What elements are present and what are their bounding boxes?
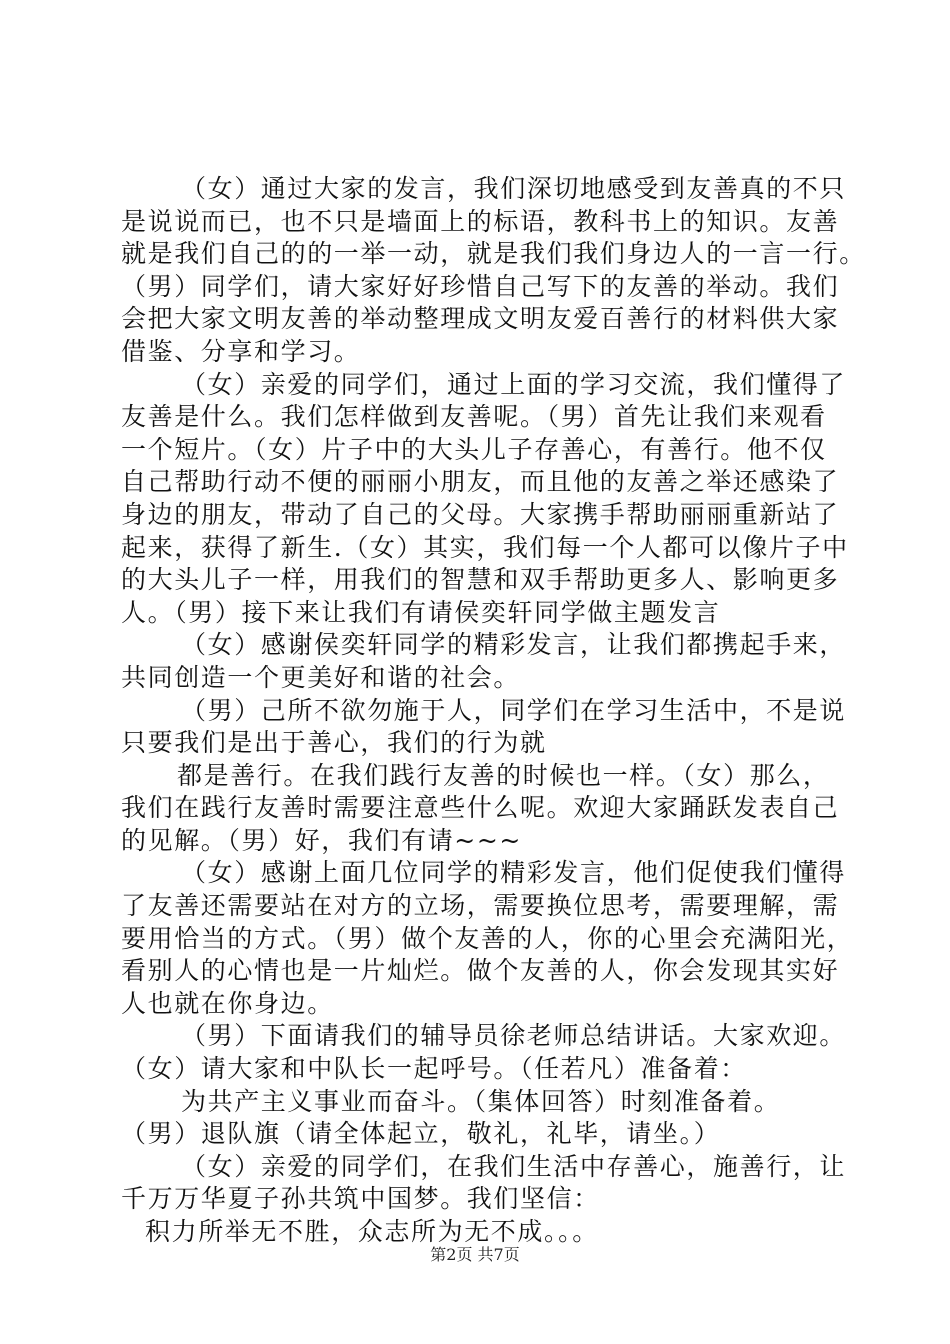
paragraph-line: 友善是什么。我们怎样做到友善呢。（男）首先让我们来观看 xyxy=(121,402,827,432)
paragraph-line: 看别人的心情也是一片灿烂。做个友善的人，你会发现其实好 xyxy=(121,956,840,986)
paragraph-line: 借鉴、分享和学习。 xyxy=(121,336,361,366)
paragraph-line: 的见解。（男）好，我们有请~~~ xyxy=(121,825,522,855)
paragraph-line: 起来，获得了新生.（女）其实，我们每一个人都可以像片子中 xyxy=(121,532,849,562)
paragraph-line: 一个短片。（女）片子中的大头儿子存善心，有善行。他不仅 xyxy=(121,434,827,464)
paragraph-line: （女）感谢侯奕轩同学的精彩发言，让我们都携起手来， xyxy=(181,630,847,660)
paragraph-line: （女）请大家和中队长一起呼号。（任若凡）准备着： xyxy=(121,1054,747,1084)
paragraph-line: 人。（男）接下来让我们有请侯奕轩同学做主题发言 xyxy=(121,597,721,627)
paragraph-line: 就是我们自己的的一举一动，就是我们我们身边人的一言一行。 xyxy=(121,239,866,269)
paragraph-line: 千万万华夏子孙共筑中国梦。我们坚信： xyxy=(121,1184,600,1214)
paragraph-line: （女）感谢上面几位同学的精彩发言，他们促使我们懂得 xyxy=(181,858,847,888)
paragraph-line: 积力所举无不胜，众志所为无不成。。。 xyxy=(145,1217,599,1246)
paragraph-line: （女）亲爱的同学们，通过上面的学习交流，我们懂得了 xyxy=(181,369,847,399)
paragraph-line: （男）退队旗（请全体起立，敬礼，礼毕，请坐。） xyxy=(121,1119,721,1149)
paragraph-line: 为共产主义事业而奋斗。（集体回答）时刻准备着。 xyxy=(181,1086,781,1116)
paragraph-line: 身边的朋友，带动了自己的父母。大家携手帮助丽丽重新站了 xyxy=(121,499,840,529)
paragraph-line: （男）下面请我们的辅导员徐老师总结讲话。大家欢迎。 xyxy=(181,1021,847,1051)
paragraph-line: 了友善还需要站在对方的立场，需要换位思考，需要理解，需 xyxy=(121,891,840,921)
paragraph-line: 自己帮助行动不便的丽丽小朋友，而且他的友善之举还感染了 xyxy=(121,467,840,497)
paragraph-line: 人也就在你身边。 xyxy=(121,988,334,1018)
paragraph-line: 共同创造一个更美好和谐的社会。 xyxy=(121,662,521,692)
paragraph-line: 的大头儿子一样，用我们的智慧和双手帮助更多人、影响更多 xyxy=(121,565,840,595)
document-body xyxy=(121,173,866,1249)
paragraph-line: 我们在践行友善时需要注意些什么呢。欢迎大家踊跃发表自己 xyxy=(121,793,840,823)
paragraph-line: 会把大家文明友善的举动整理成文明友爱百善行的材料供大家 xyxy=(121,304,840,334)
paragraph-line: 只要我们是出于善心，我们的行为就 xyxy=(121,728,547,758)
paragraph-line: 要用恰当的方式。（男）做个友善的人，你的心里会充满阳光， xyxy=(121,923,854,953)
paragraph-line: （女）通过大家的发言，我们深切地感受到友善真的不只 xyxy=(181,174,847,203)
paragraph-line: （男）己所不欲勿施于人，同学们在学习生活中，不是说 xyxy=(181,695,847,725)
paragraph-line: （女）亲爱的同学们，在我们生活中存善心，施善行，让 xyxy=(181,1151,847,1181)
paragraph-line: 是说说而已，也不只是墙面上的标语，教科书上的知识。友善 xyxy=(121,206,840,236)
page-indicator: 第2页 共7页 xyxy=(430,1245,520,1264)
paragraph-line: 都是善行。在我们践行友善的时候也一样。（女）那么， xyxy=(177,760,830,790)
paragraph-line: （男）同学们，请大家好好珍惜自己写下的友善的举动。我们 xyxy=(121,271,840,301)
